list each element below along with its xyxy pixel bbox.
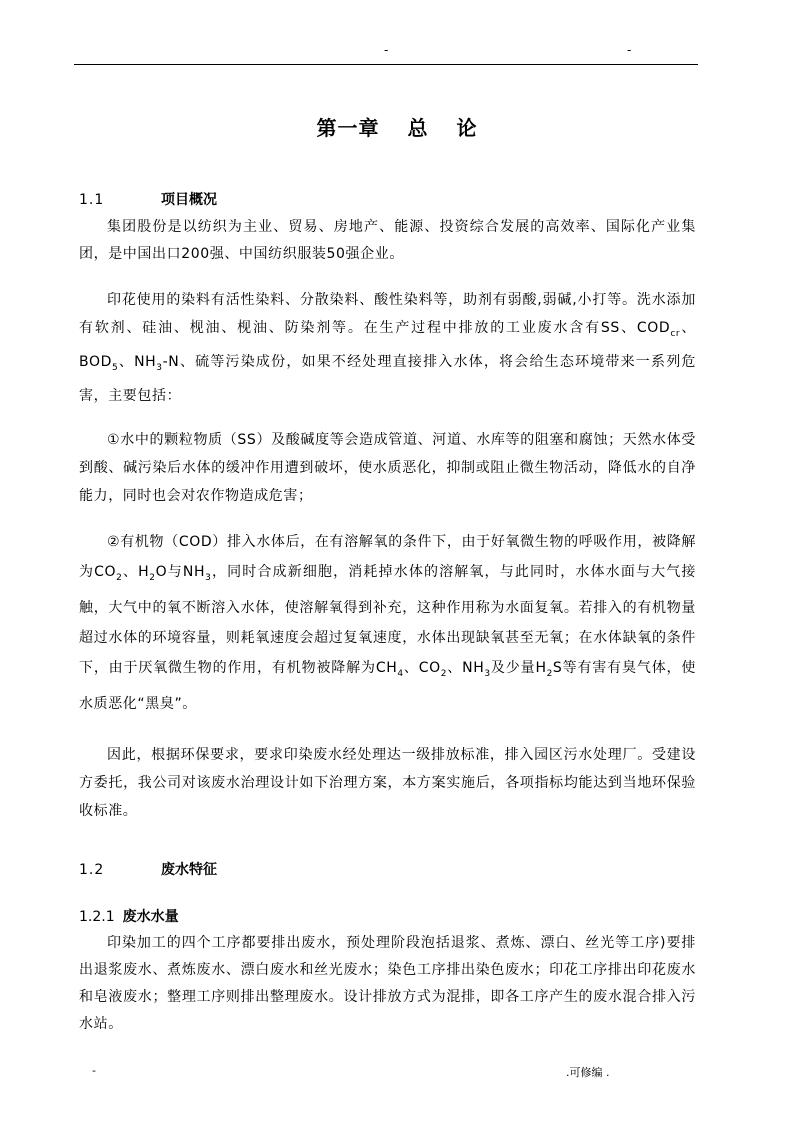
chapter-title-word1: 总 bbox=[407, 116, 429, 140]
paragraph-conclusion: 因此，根据环保要求，要求印染废水经处理达一级排放标准，排入园区污水处理厂。受建设方委托，我公司对该废水治理设计如下治理方案，本方案实施后，各项指标均能达到当地环保验收标准。 bbox=[79, 747, 696, 819]
paragraph-water-volume: 印染加工的四个工序都要排出废水，预处理阶段泡括退浆、煮炼、漂白、丝光等工序)要排出退浆废水、煮炼废水、漂白废水和丝光废水；染色工序排出染色废水；印花工序排出印花废水和皂液废水；整理工序则排出整理废水。设计排放方式为混排，即各工序产生的废水混合排入污水站。 bbox=[79, 935, 696, 1032]
chapter-title-number: 第一章 bbox=[316, 116, 380, 140]
subsection-number: 1.2.1 bbox=[79, 909, 115, 925]
paragraph-harm-2: ②有机物（COD）排入水体后，在有溶解氧的条件下，由于好氧微生物的呼吸作用，被降解为$CO_2$、$H_2O$与$NH_3$，同时合成新细胞，消耗掉水体的溶解氧，与此同时，水体水面与大气接触，大气中的氧不断溶入水体，使溶解氧得到补充，这种作用称为水面复氧。若排入的有机物量超过水体的环境容量，则耗氧速度会超过复氧速度，水体出现缺氧甚至无氧；在水体缺氧的条件下，由于厌氧微生物的作用，有机物被降解为$CH_4$、$CO_2$、$NH_3$及少量$H_2S$等有害有臭气体，使水质恶化“黑臭”。 bbox=[79, 534, 696, 712]
footer-editable-note: .可修编 . bbox=[566, 1066, 610, 1079]
section-heading-1-1 bbox=[79, 189, 217, 209]
header-right-mark: - bbox=[627, 43, 632, 57]
section-title: 废水特征 bbox=[161, 862, 217, 878]
header-rule bbox=[74, 64, 698, 65]
footer-left-mark: - bbox=[92, 1064, 96, 1077]
subsection-title: 废水水量 bbox=[122, 909, 179, 925]
subsection-heading-1-2-1 bbox=[79, 906, 179, 926]
section-title: 项目概况 bbox=[161, 192, 217, 208]
header-left-mark: - bbox=[384, 43, 389, 57]
paragraph-harm-1: ①水中的颗粒物质（SS）及酸碱度等会造成管道、河道、水库等的阻塞和腐蚀；天然水体受到酸、碱污染后水体的缓冲作用遭到破坏，使水质恶化，抑制或阻止微生物活动，降低水的自净能力，同时也会对农作物造成危害； bbox=[79, 432, 696, 504]
section-heading-1-2 bbox=[79, 859, 217, 879]
section-number: 1.2 bbox=[79, 862, 105, 878]
chapter-title-word2: 论 bbox=[456, 116, 478, 140]
chapter-title bbox=[0, 112, 794, 141]
paragraph-company: 集团股份是以纺织为主业、贸易、房地产、能源、投资综合发展的高效率、国际化产业集团，是中国出口200强、中国纺织服装50强企业。 bbox=[79, 219, 696, 262]
section-number: 1.1 bbox=[79, 192, 105, 208]
paragraph-dyes: 印花使用的染料有活性染料、分散染料、酸性染料等，助剂有弱酸,弱碱,小打等。洗水添加有软剂、硅油、枧油、枧油、防染剂等。在生产过程中排放的工业废水含有SS、$COD_{cr}$、$BOD_5$、$NH_3-N$、硫等污染成份，如果不经处理直接排入水体，将会给生态环境带来一系列危害，主要包括： bbox=[79, 292, 696, 404]
